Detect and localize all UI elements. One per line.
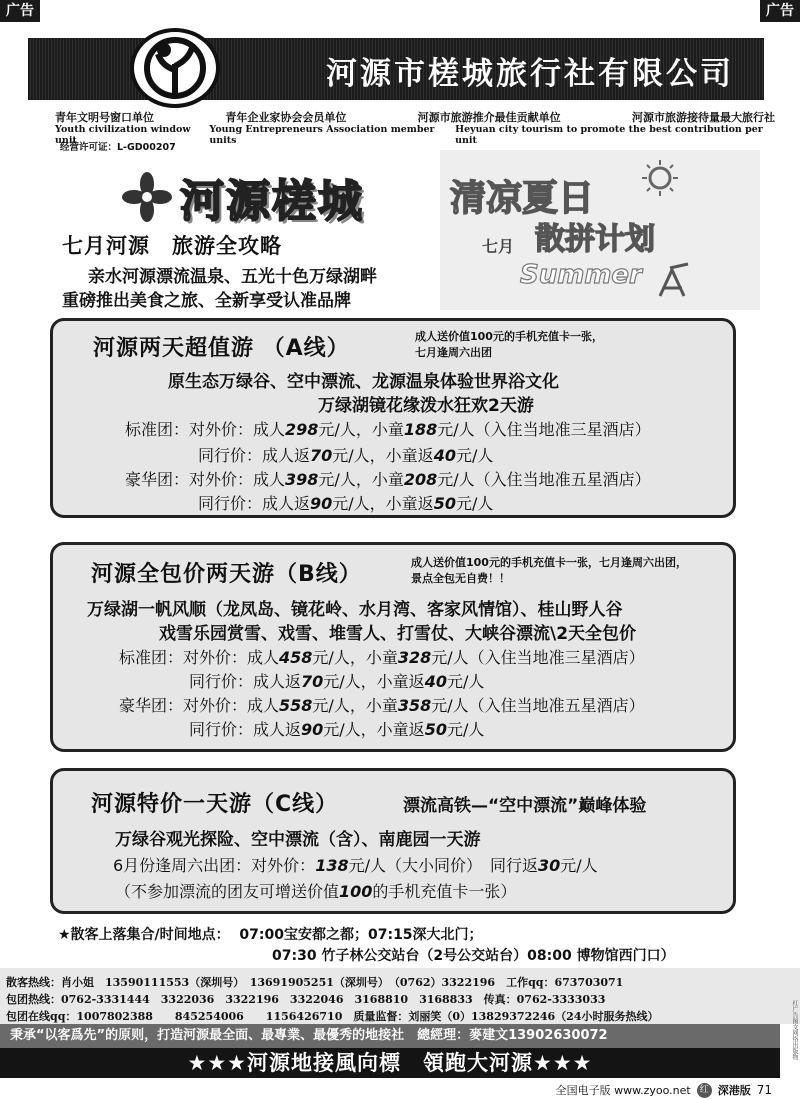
brand-area (0, 150, 800, 310)
meeting-point-line-2: 07:30 竹子林公交站台（2号公交站台）08:00 博物馆西门口） (272, 948, 675, 964)
company-name: 河源市槎城旅行社有限公司 (326, 56, 734, 92)
flower-icon (122, 172, 172, 222)
ad-tag-right: 广告 (760, 0, 800, 22)
summer-month: 七月 (482, 237, 515, 256)
route-c-gift: （不参加漂流的团友可增送价值100的手机充值卡一张） (115, 882, 517, 901)
route-b-luxury-price: 豪华团：对外价：成人558元/人，小童358元/人（入住当地准五星酒店） (119, 696, 645, 715)
route-b-luxury-peer-price: 同行价：成人返90元/人，小童返50元/人 (189, 720, 485, 739)
summer-plan: 散拼计划 (535, 222, 655, 257)
ad-tag-left: 广告 (0, 0, 40, 22)
route-b-standard-price: 标准团：对外价：成人458元/人，小童328元/人（入住当地准三星酒店） (119, 648, 645, 667)
route-a-highlight-2: 万绿湖镜花缘泼水狂欢2天游 (318, 396, 534, 416)
contact-info (0, 968, 800, 1024)
business-license: 经营许可证：L-GD00207 (60, 142, 176, 153)
route-a-note-2: 七月逢周六出团 (415, 346, 492, 359)
beach-chair-icon (652, 260, 692, 300)
contact-line-1: 散客热线：肖小姐 13590111553（深圳号） 13691905251（深圳号） （0762）3322196 工作qq：673703071 (6, 976, 624, 989)
headline: 七月河源 旅游全攻略 (62, 234, 282, 258)
route-a-card (50, 318, 736, 518)
motto-4: 河源市旅游接待量最大旅行社 (631, 111, 775, 124)
footer-edition: 深港版 (717, 1084, 751, 1097)
contact-line-3: 包团在线qq：1007802388 845254006 1156426710 质量监督：刘丽笑（0）13829372246（24小时服务热线） (6, 1010, 659, 1023)
route-c-tagline: 漂流高铁—“空中漂流”巅峰体验 (403, 796, 647, 816)
route-a-title: 河源两天超值游 （A线） (93, 336, 350, 361)
route-b-standard-peer-price: 同行价：成人返70元/人，小童返40元/人 (189, 672, 485, 691)
route-b-highlight-1: 万绿湖一帆风顺（龙凤岛、镜花岭、水月湾、客家风情馆）、桂山野人谷 (87, 600, 623, 620)
slogan-bar: 秉承“以客爲先”的原则，打造河源最全面、最專業、最優秀的地接社 總經理：麥建文13902630072 (0, 1024, 780, 1048)
route-a-luxury-price: 豪华团：对外价：成人398元/人，小童208元/人（入住当地准五星酒店） (125, 470, 651, 489)
sun-icon (640, 158, 680, 198)
route-b-title: 河源全包价两天游（B线） (91, 562, 362, 587)
summer-english: Summer (520, 260, 642, 290)
bottom-banner: ★★★河源地接風向標 領跑大河源★★★ (0, 1048, 780, 1078)
motto-en-3: Heyuan city tourism to promote the best contribution per unit (455, 124, 763, 146)
motto-1: 青年文明号窗口单位 (55, 111, 154, 124)
route-c-highlight: 万绿谷观光探险、空中漂流（含）、南鹿园一天游 (115, 830, 481, 850)
route-b-note-2: 景点全包无自费！！ (411, 572, 510, 585)
route-b-note-1: 成人送价值100元的手机充值卡一张，七月逢周六出团， (411, 556, 687, 569)
route-a-highlight-1: 原生态万绿谷、空中漂流、龙源温泉体验世界浴文化 (168, 372, 559, 392)
motto-2: 青年企业家协会会员单位 (225, 111, 347, 124)
route-a-note-1: 成人送价值100元的手机充值卡一张， (415, 330, 603, 343)
mottos-cn (55, 109, 775, 125)
footer-site: 全国电子版 www.zyoo.net (555, 1084, 691, 1097)
logo-tree-icon (140, 36, 210, 100)
side-note: 红广告图文网络出版物 (791, 1000, 798, 1060)
footer (556, 1082, 772, 1098)
route-c-title: 河源特价一天游（C线） (91, 792, 339, 817)
route-b-card (50, 542, 736, 752)
motto-en-1: Youth civilization window unit (55, 124, 191, 146)
meeting-point-line-1: ★散客上落集合/时间地点： 07:00宝安都之都；07:15深大北门； (58, 927, 483, 943)
summer-title: 清凉夏日 (450, 178, 595, 219)
route-c-card (50, 768, 736, 914)
summer-promo (440, 150, 760, 310)
company-logo (130, 28, 220, 108)
route-a-standard-peer-price: 同行价：成人返70元/人，小童返40元/人 (198, 446, 494, 465)
motto-3: 河源市旅游推介最佳贡献单位 (417, 111, 561, 124)
brand-title: 河源槎城 (180, 176, 364, 227)
route-a-standard-price: 标准团：对外价：成人298元/人，小童188元/人（入住当地准三星酒店） (125, 420, 651, 439)
motto-en-2: Young Entrepreneurs Association member units (209, 124, 435, 146)
route-c-price: 6月份逢周六出团：对外价：138元/人（大小同价） 同行返30元/人 (113, 856, 598, 875)
route-a-luxury-peer-price: 同行价：成人返90元/人，小童返50元/人 (198, 494, 494, 513)
contact-line-2: 包团热线：0762-3331444 3322036 3322196 3322046 3168810 3168833 传真：0762-3333033 (6, 993, 606, 1006)
hong-badge-icon: 红 (697, 1083, 712, 1098)
subheadline-1: 亲水河源漂流温泉、五光十色万绿湖畔 (88, 267, 377, 287)
route-b-highlight-2: 戏雪乐园赏雪、戏雪、堆雪人、打雪仗、大峡谷漂流\2天全包价 (159, 624, 637, 644)
page-number: 71 (756, 1083, 772, 1097)
subheadline-2: 重磅推出美食之旅、全新享受认准品牌 (62, 291, 351, 311)
